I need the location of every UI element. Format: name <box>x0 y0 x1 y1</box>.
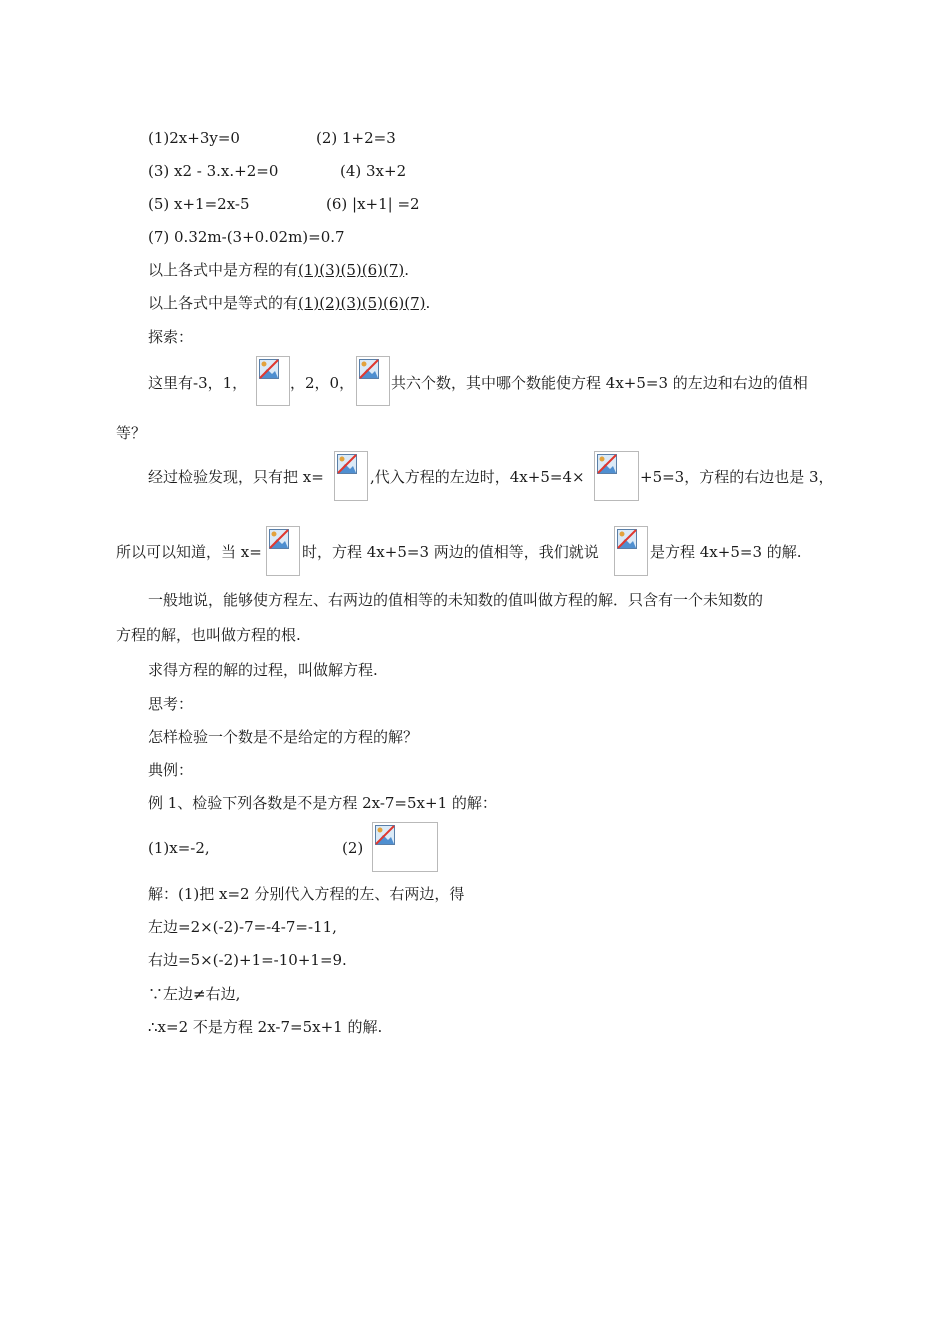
eq-5: (5) x+1=2x-5 <box>148 195 250 213</box>
broken-image-icon <box>359 359 379 379</box>
solution-left: 左边=2×(-2)-7=-4-7=-11, <box>148 918 337 936</box>
heading-example: 典例： <box>148 761 194 779</box>
broken-image-icon <box>337 454 357 474</box>
broken-image-icon <box>597 454 617 474</box>
verify-text-c: +5=3，方程的右边也是 3， <box>640 468 834 486</box>
image-placeholder-4 <box>594 451 639 501</box>
answer-equalities-end: . <box>425 294 431 312</box>
answer-equations-value: (1)(3)(5)(6)(7) <box>298 261 405 279</box>
verify-text-b: ,代入方程的左边时，4x+5=4× <box>370 468 585 486</box>
explore-text-a: 这里有-3，1， <box>148 374 248 392</box>
think-question: 怎样检验一个数是不是给定的方程的解？ <box>148 728 419 746</box>
solution-conclusion: ∴x=2 不是方程 2x-7=5x+1 的解. <box>148 1018 383 1036</box>
image-placeholder-5 <box>266 526 300 576</box>
verify-text-d: 所以可以知道，当 x= <box>116 543 262 561</box>
example-1: 例 1、检验下列各数是不是方程 2x-7=5x+1 的解： <box>148 794 497 812</box>
example-item-1: (1)x=-2, <box>148 839 210 857</box>
image-placeholder-7 <box>372 822 438 872</box>
broken-image-icon <box>375 825 395 845</box>
verify-text-f: 是方程 4x+5=3 的解. <box>650 543 802 561</box>
explore-text-b: ，2，0， <box>290 374 355 392</box>
eq-7: (7) 0.32m-(3+0.02m)=0.7 <box>148 228 345 246</box>
image-placeholder-1 <box>256 356 290 406</box>
eq-1: (1)2x+3y=0 <box>148 129 240 147</box>
eq-4: (4) 3x+2 <box>340 162 407 180</box>
broken-image-icon <box>617 529 637 549</box>
solution-because: ∵左边≠右边, <box>148 985 241 1003</box>
heading-think: 思考： <box>148 695 194 713</box>
definition-text-a: 一般地说，能够使方程左、右两边的值相等的未知数的值叫做方程的解．只含有一个未知数的 <box>148 591 764 609</box>
solution-intro: 解：(1)把 x=2 分别代入方程的左、右两边，得 <box>148 885 465 903</box>
image-placeholder-2 <box>356 356 390 406</box>
verify-text-e: 时，方程 4x+5=3 两边的值相等，我们就说 <box>302 543 599 561</box>
example-item-2: (2) <box>342 839 364 857</box>
answer-equations-end: . <box>404 261 410 279</box>
eq-2: (2) 1+2=3 <box>316 129 396 147</box>
answer-equalities-label: 以上各式中是等式的有 <box>148 294 299 312</box>
image-placeholder-6 <box>614 526 648 576</box>
answer-equations <box>148 260 409 280</box>
answer-equations-label: 以上各式中是方程的有 <box>148 261 299 279</box>
definition-text-b: 方程的解，也叫做方程的根. <box>116 626 301 644</box>
answer-equalities-value: (1)(2)(3)(5)(6)(7) <box>298 294 426 312</box>
eq-6: (6) |x+1| =2 <box>326 195 420 213</box>
definition-solve: 求得方程的解的过程，叫做解方程. <box>148 661 378 679</box>
broken-image-icon <box>259 359 279 379</box>
answer-equalities <box>148 293 430 313</box>
verify-text-a: 经过检验发现，只有把 x= <box>148 468 324 486</box>
explore-text-c: 共六个数，其中哪个数能使方程 4x+5=3 的左边和右边的值相 <box>391 374 808 392</box>
explore-text-d: 等？ <box>116 424 147 442</box>
broken-image-icon <box>269 529 289 549</box>
heading-explore: 探索： <box>148 328 194 346</box>
eq-3: (3) x2 - 3.x.+2=0 <box>148 162 279 180</box>
solution-right: 右边=5×(-2)+1=-10+1=9. <box>148 951 347 969</box>
image-placeholder-3 <box>334 451 368 501</box>
